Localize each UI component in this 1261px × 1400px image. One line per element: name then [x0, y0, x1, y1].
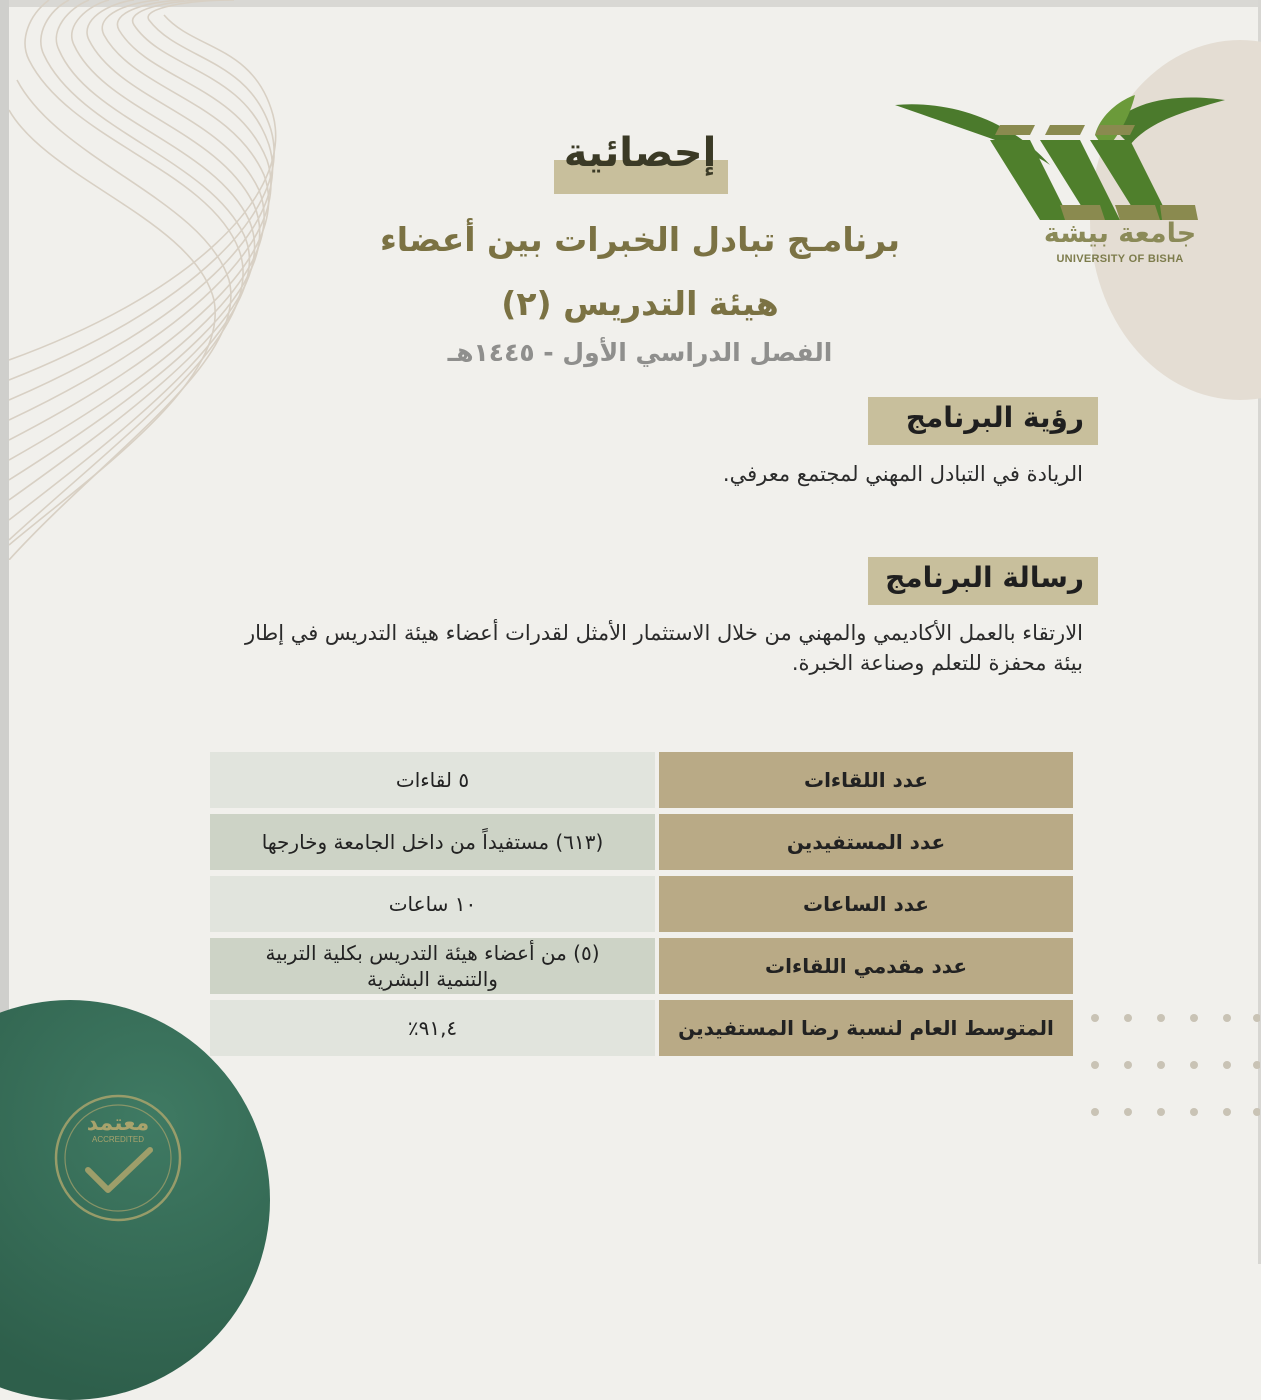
- logo-english-name: UNIVERSITY OF BISHA: [1056, 253, 1184, 265]
- stat-value-presenters: [210, 938, 655, 994]
- stat-value-satisfaction: ٩١,٤٪: [210, 1000, 655, 1056]
- program-name-line-1: برنامـج تبادل الخبرات بين أعضاء: [379, 220, 901, 259]
- stat-label-presenters: عدد مقدمي اللقاءات: [659, 938, 1073, 994]
- stat-label-beneficiaries: عدد المستفيدين: [659, 814, 1073, 870]
- stat-value-presenters-line-2: والتنمية البشرية: [367, 967, 498, 991]
- program-name-line-2: هيئة التدريس (٢): [501, 284, 779, 323]
- mission-text-line-2: بيئة محفزة للتعلم وصناعة الخبرة.: [791, 651, 1083, 675]
- statistics-table: [206, 746, 1077, 1062]
- table-row: [210, 752, 1073, 808]
- table-row: [210, 876, 1073, 932]
- table-row: [210, 938, 1073, 994]
- stat-label-meetings: عدد اللقاءات: [659, 752, 1073, 808]
- stat-value-meetings: ٥ لقاءات: [210, 752, 655, 808]
- table-row: [210, 1000, 1073, 1056]
- stamp-arabic-text: معتمد: [86, 1111, 150, 1136]
- page-title: إحصائية: [563, 130, 717, 176]
- stamp-english-text: ACCREDITED: [91, 1135, 145, 1144]
- stat-label-hours: عدد الساعات: [659, 876, 1073, 932]
- logo-arabic-name: جامعة بيشة: [1043, 218, 1197, 249]
- accreditation-stamp: [52, 1092, 184, 1224]
- stat-value-beneficiaries: (٦١٣) مستفيداً من داخل الجامعة وخارجها: [210, 814, 655, 870]
- stat-value-presenters-line-1: (٥) من أعضاء هيئة التدريس بكلية التربية: [265, 941, 600, 965]
- decorative-dot-grid: [1080, 1003, 1260, 1123]
- mission-text: [183, 618, 1083, 678]
- semester-label: الفصل الدراسي الأول - ١٤٤٥هـ: [447, 338, 833, 367]
- vision-text: الريادة في التبادل المهني لمجتمع معرفي.: [722, 462, 1083, 486]
- vision-heading: رؤية البرنامج: [905, 401, 1084, 434]
- stat-label-satisfaction: المتوسط العام لنسبة رضا المستفيدين: [659, 1000, 1073, 1056]
- stat-value-hours: ١٠ ساعات: [210, 876, 655, 932]
- mission-heading: رسالة البرنامج: [885, 561, 1084, 594]
- table-row: [210, 814, 1073, 870]
- mission-heading-box: [868, 557, 1098, 605]
- mission-text-line-1: الارتقاء بالعمل الأكاديمي والمهني من خلال الاستثمار الأمثل لقدرات أعضاء هيئة التدريس في إطار: [244, 621, 1083, 645]
- program-name: [340, 208, 940, 336]
- vision-heading-box: [868, 397, 1098, 445]
